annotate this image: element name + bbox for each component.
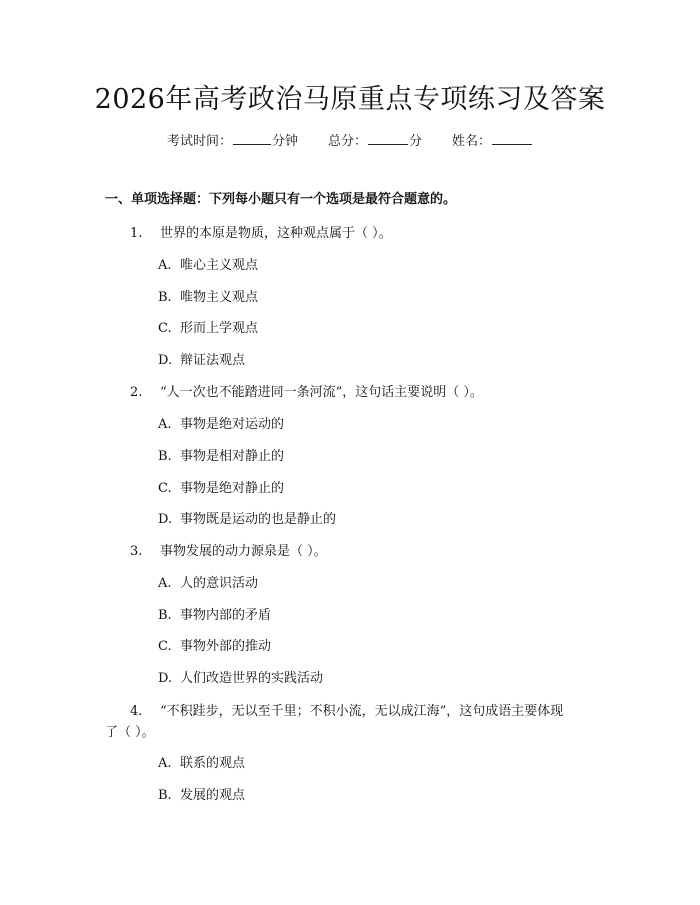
question-number: 2. — [130, 385, 143, 400]
question-1-option-d — [158, 351, 245, 371]
question-4-option-a — [158, 754, 245, 774]
question-2-option-c — [158, 479, 284, 499]
option-label: A. — [158, 576, 172, 591]
option-label: C. — [158, 481, 172, 496]
question-3-stem — [130, 541, 327, 563]
option-label: C. — [158, 321, 172, 336]
option-label: A. — [158, 417, 172, 432]
exam-time-unit: 分钟 — [271, 134, 298, 149]
option-text: 事物是绝对静止的 — [180, 481, 285, 496]
option-label: B. — [158, 290, 172, 305]
option-label: A. — [158, 756, 172, 771]
option-text: 人的意识活动 — [180, 576, 259, 591]
question-4-option-b — [158, 786, 245, 806]
option-label: C. — [158, 639, 172, 654]
option-text: 唯心主义观点 — [180, 258, 259, 273]
option-label: D. — [158, 353, 173, 368]
question-3-option-b — [158, 606, 271, 626]
name-field — [452, 129, 533, 153]
question-2-stem — [130, 382, 483, 404]
section-heading: 一、单项选择题：下列每小题只有一个选项是最符合题意的。 — [105, 192, 457, 207]
question-4-stem — [130, 701, 563, 723]
question-1-option-b — [158, 288, 258, 308]
option-text: 事物内部的矛盾 — [180, 608, 272, 623]
option-text: 事物外部的推动 — [180, 639, 272, 654]
option-text: 联系的观点 — [180, 756, 246, 771]
question-2-option-a — [158, 415, 284, 435]
name-blank — [492, 129, 532, 145]
option-label: D. — [158, 512, 173, 527]
exam-meta-line — [0, 129, 700, 153]
question-text: “人一次也不能踏进同一条河流”，这句话主要说明（ ）。 — [160, 385, 483, 400]
exam-time-field — [167, 129, 298, 153]
question-4-stem-continued — [105, 722, 155, 744]
question-number: 1. — [130, 226, 143, 241]
question-text-line2: 了（ ）。 — [105, 725, 155, 740]
option-label: B. — [158, 608, 172, 623]
option-label: B. — [158, 788, 172, 803]
question-text: 世界的本原是物质，这种观点属于（ ）。 — [160, 226, 392, 241]
question-number: 4. — [130, 704, 143, 719]
question-text: 事物发展的动力源泉是（ ）。 — [160, 544, 327, 559]
option-text: 形而上学观点 — [180, 321, 259, 336]
option-text: 辩证法观点 — [180, 353, 246, 368]
total-score-unit: 分 — [409, 134, 423, 149]
option-label: D. — [158, 671, 173, 686]
page-title: 2026年高考政治马原重点专项练习及答案 — [94, 84, 606, 115]
question-number: 3. — [130, 544, 143, 559]
option-text: 事物既是运动的也是静止的 — [180, 512, 337, 527]
option-text: 发展的观点 — [180, 788, 246, 803]
option-text: 事物是绝对运动的 — [180, 417, 285, 432]
option-text: 事物是相对静止的 — [180, 449, 285, 464]
total-score-label: 总分： — [327, 134, 367, 149]
total-score-blank — [368, 129, 408, 145]
option-label: B. — [158, 449, 172, 464]
question-text-line1: “不积跬步，无以至千里；不积小流，无以成江海”，这句成语主要体现 — [160, 704, 564, 719]
question-1-option-c — [158, 319, 258, 339]
option-label: A. — [158, 258, 172, 273]
question-3-option-a — [158, 574, 258, 594]
question-2-option-b — [158, 447, 284, 467]
option-text: 唯物主义观点 — [180, 290, 259, 305]
total-score-field — [328, 129, 422, 153]
exam-time-blank — [233, 129, 271, 145]
question-1-stem — [130, 223, 392, 245]
question-2-option-d — [158, 510, 336, 530]
option-text: 人们改造世界的实践活动 — [180, 671, 324, 686]
exam-time-label: 考试时间： — [166, 134, 232, 149]
name-label: 姓名： — [452, 134, 492, 149]
question-3-option-c — [158, 637, 271, 657]
question-1-option-a — [158, 256, 258, 276]
question-3-option-d — [158, 669, 323, 689]
